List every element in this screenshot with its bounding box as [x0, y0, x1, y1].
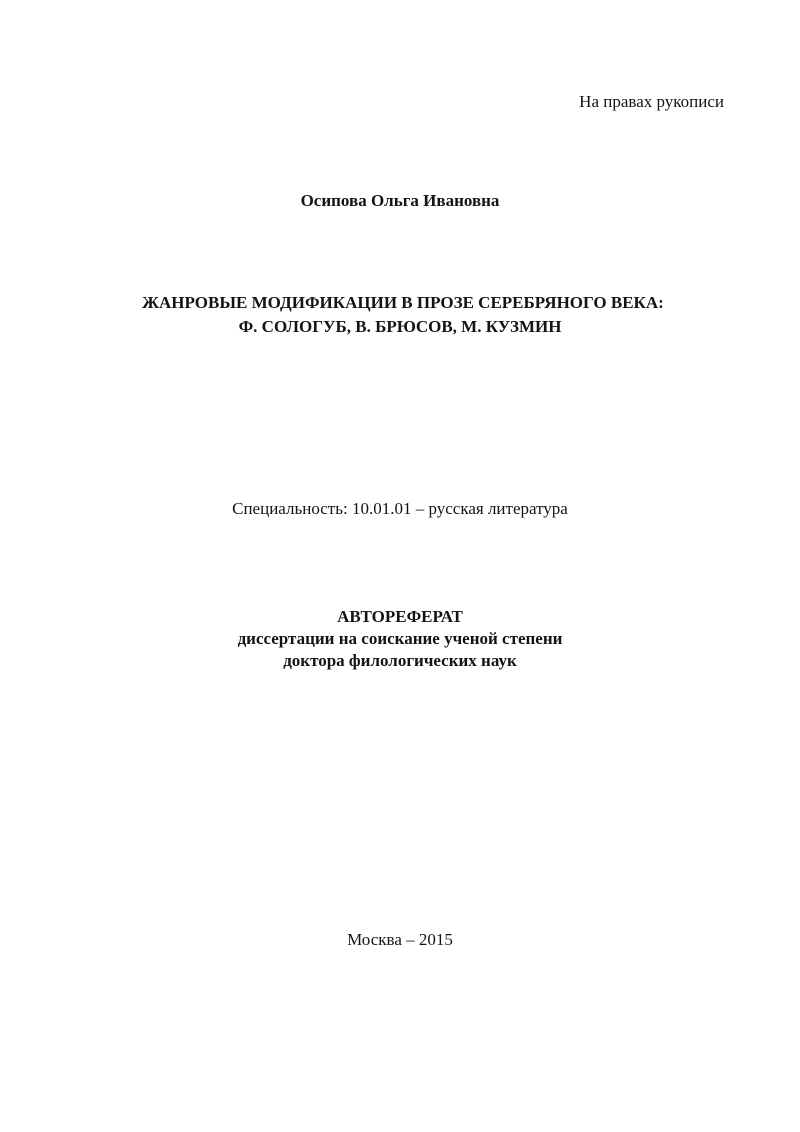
author-name: Осипова Ольга Ивановна	[300, 191, 500, 210]
city-year: Москва – 2015	[347, 930, 453, 949]
document-kind: АВТОРЕФЕРАТ	[337, 607, 463, 626]
manuscript-note: На правах рукописи	[579, 92, 724, 111]
dissertation-title-line-1: ЖАНРОВЫЕ МОДИФИКАЦИИ В ПРОЗЕ СЕРЕБРЯНОГО ВЕКА:	[142, 293, 664, 312]
specialty-line: Специальность: 10.01.01 – русская литература	[232, 499, 568, 518]
degree-purpose-line-2: доктора филологических наук	[283, 651, 517, 670]
degree-purpose-line-1: диссертации на соискание ученой степени	[237, 629, 563, 648]
dissertation-title-line-2: Ф. СОЛОГУБ, В. БРЮСОВ, М. КУЗМИН	[238, 317, 562, 336]
